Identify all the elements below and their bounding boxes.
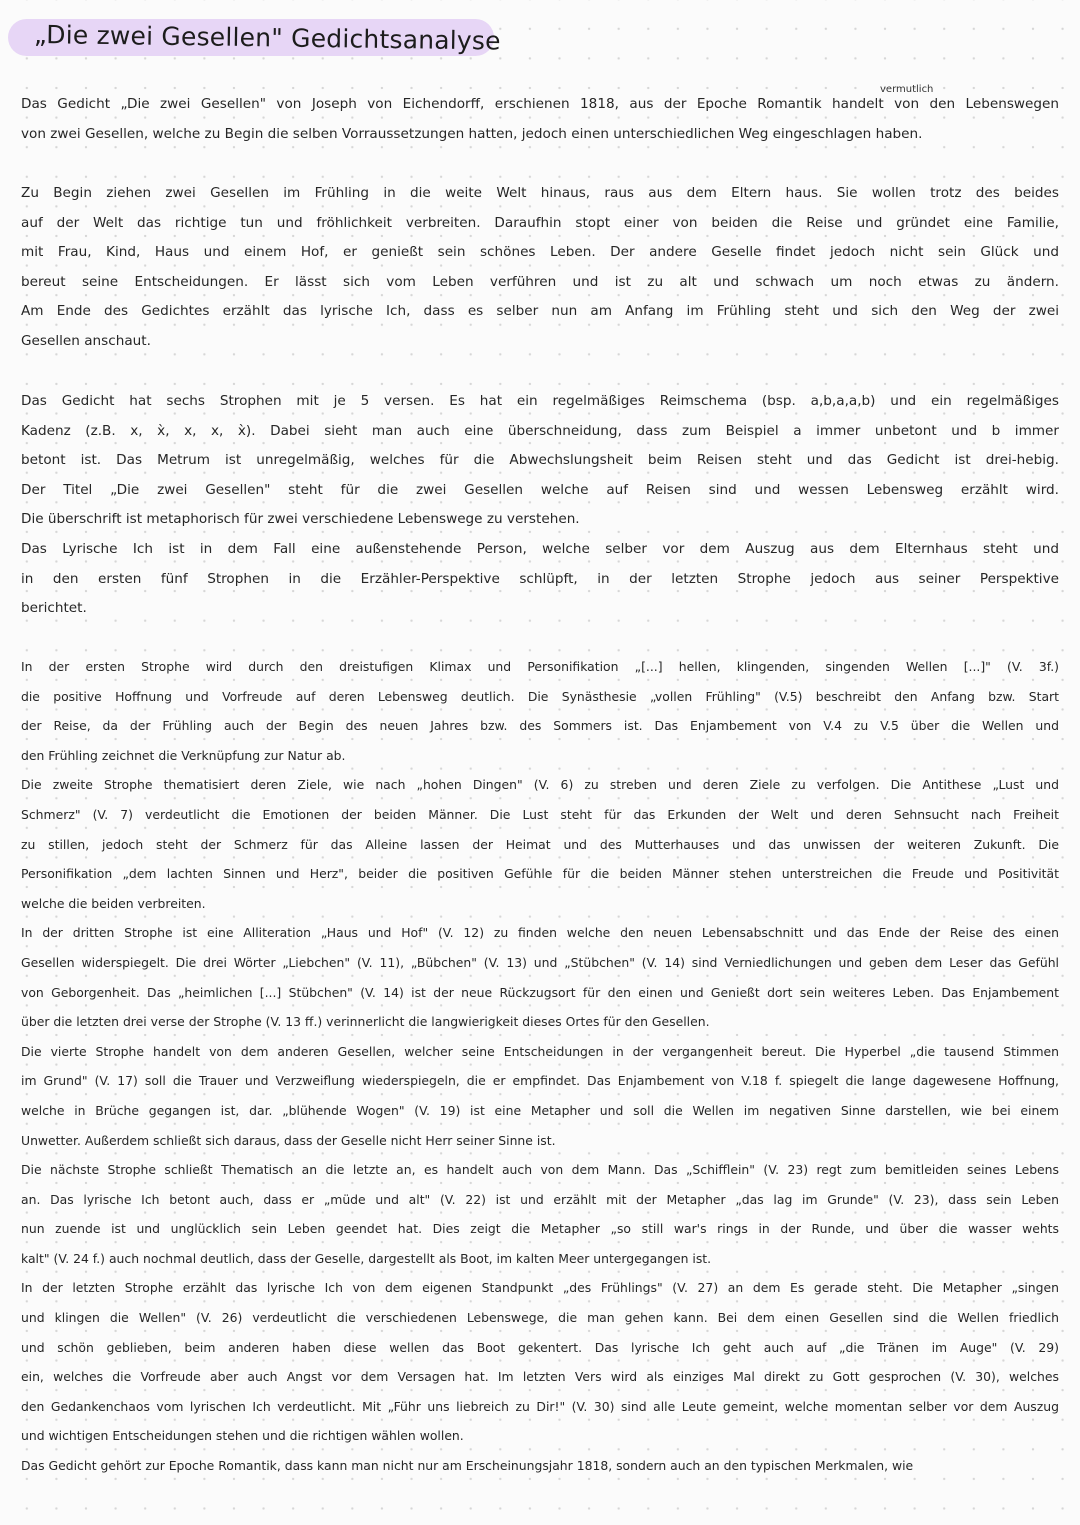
text-line: ein, welches die Vorfreude aber auch Angst vor dem Versagen hat. Im letzten Vers wird als einziges Mal direkt zu Gott gesprochen (V. 30), welches	[21, 1369, 1059, 1385]
text-line: mit Frau, Kind, Haus und einem Hof, er genießt sein schönes Leben. Der andere Geselle findet jedoch nicht sein Glück und	[21, 244, 1059, 261]
margin-note: vermutlich	[880, 84, 934, 95]
text-line: Das Lyrische Ich ist in dem Fall eine außenstehende Person, welche selber vor dem Auszug aus dem Elternhaus steht und	[21, 540, 1059, 557]
text-line: In der dritten Strophe ist eine Alliteration „Haus und Hof" (V. 12) zu finden welche den neuen Lebensabschnitt und das Ende der Reise des einen	[21, 925, 1059, 941]
text-line: von Geborgenheit. Das „heimlichen [...] Stübchen" (V. 14) ist der neue Rückzugsort für den einen und Genießt dort sein weiteres Leben. Das Enjambement	[21, 984, 1059, 1000]
text-line: den Gedankenchaos vom lyrischen Ich verdeutlicht. Mit „Führ uns liebreich zu Dir!" (V. 30) sind alle Leute gemeint, welche momentan selber vor dem Auszug	[21, 1398, 1059, 1414]
paragraph-analyse	[21, 652, 1059, 1481]
text-line: der Reise, da der Frühling auch der Begin des neuen Jahres bzw. des Sommers ist. Das Enjambement von V.4 zu V.5 über die Wellen und	[21, 718, 1059, 734]
text-line: berichtet.	[21, 600, 87, 617]
title-banner	[8, 18, 501, 58]
text-line: zu stillen, jedoch steht der Schmerz für das Alleine lassen der Heimat und des Mutterhauses und das unwissen der weiteren Zukunft. Die	[21, 836, 1059, 852]
text-line: Die zweite Strophe thematisiert deren Ziele, wie nach „hohen Dingen" (V. 6) zu streben und deren Ziele zu verfolgen. Die Antithese „Lust und	[21, 777, 1059, 793]
text-line: Der Titel „Die zwei Gesellen" steht für die zwei Gesellen welche auf Reisen sind und wessen Lebensweg erzählt wird.	[21, 481, 1059, 498]
page-title: „Die zwei Gesellen" Gedichtsanalyse	[33, 20, 501, 56]
text-line: Am Ende des Gedichtes erzählt das lyrische Ich, dass es selber nun am Anfang im Frühling steht und sich den Weg der zwei	[21, 303, 1059, 320]
text-line: und schön geblieben, beim anderen haben diese wellen das Boot gekentert. Das lyrische Ich geht auch auf „die Tränen im Auge" (V. 29)	[21, 1339, 1059, 1355]
text-line: Unwetter. Außerdem schließt sich daraus, dass der Geselle nicht Herr seiner Sinne ist.	[21, 1132, 556, 1148]
text-line: welche die beiden verbreiten.	[21, 895, 206, 911]
text-line: Das Gedicht gehört zur Epoche Romantik, dass kann man nicht nur am Erscheinungsjahr 1818, sondern auch an den typischen Merkmalen, wie	[21, 1458, 914, 1474]
text-line: welche in Brüche gegangen ist, dar. „blühende Wogen" (V. 19) ist eine Metapher und soll die Wellen im negativen Sinne darstellen, wie bei einem	[21, 1102, 1059, 1118]
text-line: In der letzten Strophe erzählt das lyrische Ich von dem eigenen Standpunkt „des Frühlings" (V. 27) an dem Es gerade steht. Die Metapher „singen	[21, 1280, 1059, 1296]
text-line: In der ersten Strophe wird durch den dreistufigen Klimax und Personifikation „[...] hellen, klingenden, singenden Wellen [...]" (V. 3f.)	[21, 659, 1059, 674]
paragraph-intro	[21, 90, 1059, 149]
text-line: kalt" (V. 24 f.) auch nochmal deutlich, dass der Geselle, dargestellt als Boot, im kalten Meer untergegangen ist.	[21, 1250, 712, 1266]
text-line: den Frühling zeichnet die Verknüpfung zur Natur ab.	[21, 747, 346, 763]
text-line: und klingen die Wellen" (V. 26) verdeutlicht die verschiedenen Lebenswege, die man gehen kann. Bei dem einen Gesellen sind die Wellen friedlich	[21, 1310, 1059, 1326]
text-line: Gesellen anschaut.	[21, 332, 151, 349]
text-line: Die überschrift ist metaphorisch für zwei verschiedene Lebenswege zu verstehen.	[21, 511, 580, 528]
text-line: betont ist. Das Metrum ist unregelmäßig, welches für die Abwechslungsheit beim Reisen steht und das Gedicht ist drei-hebig.	[21, 452, 1059, 469]
text-line: Personifikation „dem lachten Sinnen und Herz", beider die positiven Gefühle für die beiden Männer stehen unterstreichen die Freude und Positivität	[21, 866, 1059, 882]
paragraph-form	[21, 387, 1059, 624]
text-line: nun zuende ist und unglücklich sein Leben geendet hat. Dies zeigt die Metapher „so still war's rings in der Runde, und über die wasser wehts	[21, 1221, 1059, 1237]
text-line: Gesellen widerspiegelt. Die drei Wörter „Liebchen" (V. 11), „Bübchen" (V. 13) und „Stübchen" (V. 14) sind Verniedlichungen und geben dem Leser das Gefühl	[21, 954, 1059, 970]
text-line: an. Das lyrische Ich betont auch, dass er „müde und alt" (V. 22) ist und erzählt mit der Metapher „das lag im Grunde" (V. 23), dass sein Leben	[21, 1191, 1059, 1207]
text-line: und wichtigen Entscheidungen stehen und die richtigen wählen wollen.	[21, 1428, 464, 1444]
text-line: Zu Begin ziehen zwei Gesellen im Frühling in die weite Welt hinaus, raus aus dem Eltern haus. Sie wollen trotz des beides	[21, 185, 1059, 201]
text-line: von zwei Gesellen, welche zu Begin die selben Vorraussetzungen hatten, jedoch einen unterschiedlichen Weg eingeschlagen haben.	[21, 125, 923, 142]
text-line: Das Gedicht hat sechs Strophen mit je 5 versen. Es hat ein regelmäßiges Reimschema (bsp. a,b,a,a,b) und ein regelmäßiges	[21, 393, 1059, 409]
text-line: Das Gedicht „Die zwei Gesellen" von Joseph von Eichendorff, erschienen 1818, aus der Epoche Romantik handelt von den Lebenswegen	[21, 96, 1059, 112]
text-line: die positive Hoffnung und Vorfreude auf deren Lebensweg deutlich. Die Synästhesie „vollen Frühling" (V.5) beschreibt den Anfang bzw. Start	[21, 688, 1059, 704]
paragraph-inhalt	[21, 179, 1059, 357]
text-line: auf der Welt das richtige tun und fröhlichkeit verbreiten. Daraufhin stopt einer von beiden die Reise und gründet eine Familie,	[21, 214, 1059, 231]
text-line: Kadenz (z.B. x, x̀, x, x, x̀). Dabei sieht man auch eine überschneidung, dass zum Beispiel a immer unbetont und b immer	[21, 422, 1059, 439]
text-line: über die letzten drei verse der Strophe (V. 13 ff.) verinnerlicht die langwierigkeit dieses Ortes für den Gesellen.	[21, 1014, 710, 1030]
text-line: Die vierte Strophe handelt von dem anderen Gesellen, welcher seine Entscheidungen in der vergangenheit bereut. Die Hyperbel „die tausend Stimmen	[21, 1043, 1059, 1059]
text-line: Die nächste Strophe schließt Thematisch an die letzte an, es handelt auch von dem Mann. Das „Schifflein" (V. 23) regt zum bemitleiden seines Lebens	[21, 1162, 1059, 1178]
text-line: im Grund" (V. 17) soll die Trauer und Verzweiflung wiederspiegeln, die er empfindet. Das Enjambement von V.18 f. spiegelt die lange dagewesene Hoffnung,	[21, 1073, 1059, 1089]
text-line: bereut seine Entscheidungen. Er lässt sich vom Leben verführen und ist zu alt und schwach um noch etwas zu ändern.	[21, 273, 1059, 290]
text-line: Schmerz" (V. 7) verdeutlicht die Emotionen der beiden Männer. Die Lust steht für das Erkunden der Welt und deren Sehnsucht nach Freiheit	[21, 806, 1059, 822]
text-line: in den ersten fünf Strophen in die Erzähler-Perspektive schlüpft, in der letzten Strophe jedoch aus seiner Perspektive	[21, 570, 1059, 587]
